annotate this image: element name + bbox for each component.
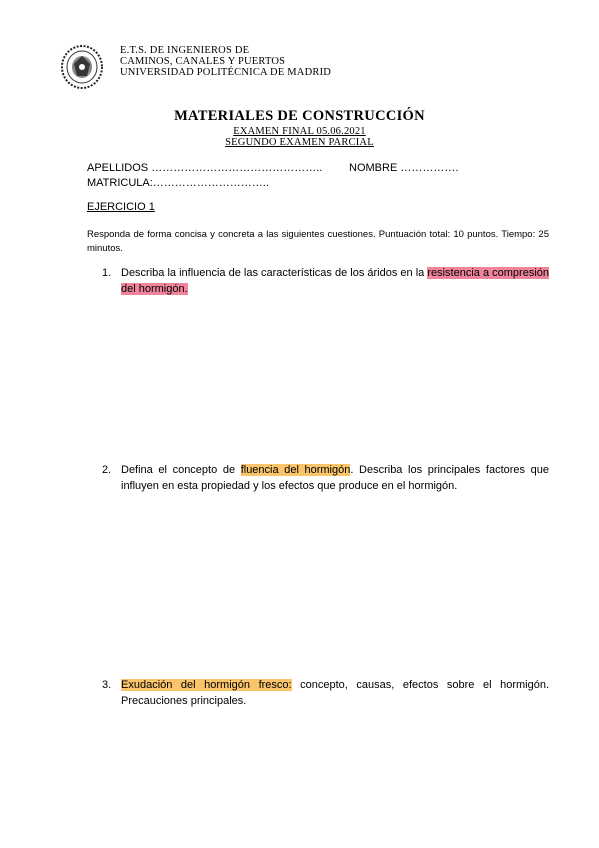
- institution-line-1: E.T.S. DE INGENIEROS DE: [120, 45, 250, 56]
- nombre-field: NOMBRE …………….: [349, 162, 459, 174]
- question-text-after: . Describa los principales factores que influyen en esta propiedad y los efectos que produce en el hormigón.: [121, 464, 549, 492]
- highlighted-text: Exudación del hormigón fresco:: [121, 679, 292, 691]
- question-text-before: Defina el concepto de: [121, 464, 241, 476]
- university-seal-logo: [60, 44, 104, 90]
- question-text: [121, 677, 549, 709]
- highlighted-text: resistencia a compresión del hormigón.: [121, 267, 549, 295]
- exercise-instructions: Responda de forma concisa y concreta a las siguientes cuestiones. Puntuación total: 10 puntos. Tiempo: 25 minutos.: [87, 229, 549, 254]
- question-number: 3.: [102, 679, 112, 691]
- exam-subtitle-partial: SEGUNDO EXAMEN PARCIAL: [225, 137, 374, 148]
- institution-name: [120, 45, 331, 78]
- question-text-before: Describa la influencia de las características de los áridos en la: [121, 267, 428, 279]
- question-number: 2.: [102, 464, 112, 476]
- question-text: [121, 265, 549, 297]
- exam-subtitle-date: EXAMEN FINAL 05.06.2021: [233, 126, 366, 137]
- matricula-field: MATRICULA:…………………………..: [87, 177, 269, 189]
- question-text: [121, 462, 549, 494]
- document-title: MATERIALES DE CONSTRUCCIÓN: [174, 108, 425, 124]
- question-number: 1.: [102, 267, 112, 279]
- institution-line-3: UNIVERSIDAD POLITÉCNICA DE MADRID: [120, 67, 332, 78]
- exercise-heading: EJERCICIO 1: [87, 201, 155, 213]
- institution-line-2: CAMINOS, CANALES Y PUERTOS: [120, 56, 286, 67]
- highlighted-text: fluencia del hormigón: [240, 464, 351, 476]
- apellidos-field: APELLIDOS ………………………………………..: [87, 162, 323, 174]
- question-text-after: concepto, causas, efectos sobre el hormigón. Precauciones principales.: [121, 679, 549, 707]
